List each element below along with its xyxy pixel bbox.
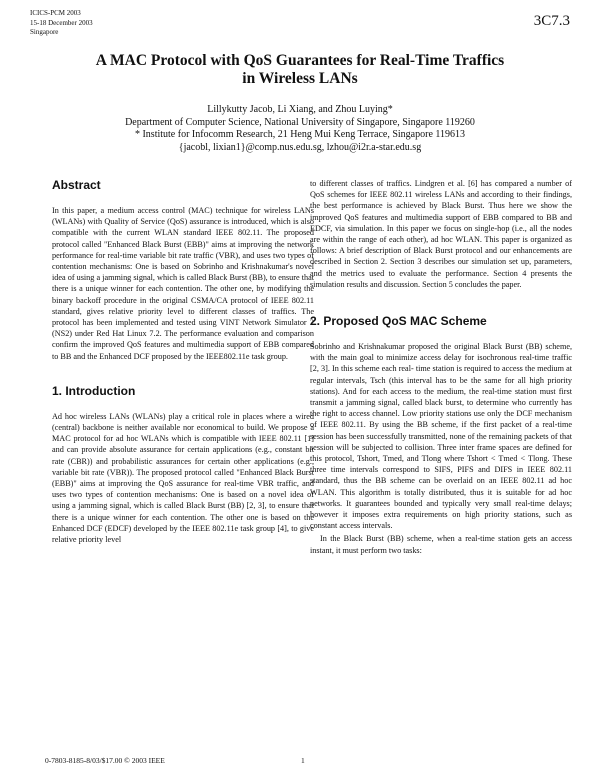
- affiliation-2: * Institute for Infocomm Research, 21 Heng Mui Keng Terrace, Singapore 119613: [134, 129, 466, 141]
- affiliation-1: Department of Computer Science, National University of Singapore, Singapore 119260: [125, 116, 475, 128]
- intro-text: Ad hoc wireless LANs (WLANs) play a critical role in places where a wired (central) backbone is neither available nor economical to build. We propose a MAC protocol for ad hoc WLANs which is compatible with IEEE 802.11 [1] and can provide absolute assurance for certain applications (e.g., constant bit rate (CBR)) and probabilistic assurances for certain other applications (e.g., variable bit rate (VBR)). The proposed protocol called "Enhanced Black Burst (EBB)" aims at improving the QoS assurance for real-time VBR traffic, and uses two types of contention mechanisms: One is based on a novel idea of using a jamming signal, which is called Black Burst (BB) [2, 3], to ensure that there is a unique winner for each contention. The other one is based on the Enhanced DCF (EDCF) developed by the IEEE 802.11e task group [4], to give relative priority level: [52, 411, 314, 545]
- author-names: Lillykutty Jacob, Li Xiang, and Zhou Luying*: [207, 104, 393, 115]
- abstract-text: In this paper, a medium access control (MAC) technique for wireless LANs (WLANs) with Quality of Service (QoS) assurance is introduced, which is also compatible with the current WLAN standard IEEE 802.11. The proposed protocol called "Enhanced Black Burst (EBB)" aims at improving the network performance for real-time variable bit rate traffic (VBR), and uses two types of contention mechanisms: One is based on Sobrinho and Krishnakumar's novel idea of using a jamming signal, which is called Black Burst (BB), to ensure that there is a unique winner for each contention. The other one, by modifying the binary backoff procedure in the original CSMA/CA protocol of IEEE 802.11 standard, gives relative priority level to different classes of traffics. The protocol has been implemented and tested using VINT Network Simulator 2 (NS2) under Red Hat Linux 7.2. The performance evaluation and comparison confirm the improved QoS features and multimedia support of EBB compared to BB and the Enhanced DCF proposed by the IEEE802.11e task group.: [52, 206, 314, 361]
- conference-name: ICICS-PCM 2003: [30, 9, 81, 17]
- section2-text-2: In the Black Burst (BB) scheme, when a real-time station gets an access instant, it must perform two tasks:: [310, 534, 572, 555]
- intro-continued-text: to different classes of traffics. Lindgren et al. [6] has compared a number of QoS schemes for IEEE 802.11 wireless LANs and according to their findings, the best performance is achieved by Black Burst. Thus here we show the improved QoS features and multimedia support of EBB compared to BB and EDCF, via simulation. In this paper we focus on single-hop (i.e., all the nodes are within the range of each other), ad hoc WLAN. This paper is organized as follows: A brief description of Black Burst protocol and our enhancements are described in Section 2. Section 3 describes our simulation set up, parameters, and the metrics used to evaluate the performance. Section 4 presents the simulation results and discussion. Section 5 concludes the paper.: [310, 179, 572, 289]
- footer-isbn: 0-7803-8185-8/03/$17.00 © 2003 IEEE: [45, 756, 165, 765]
- right-column: [310, 178, 572, 556]
- section2-text: Sobrinho and Krishnakumar proposed the original Black Burst (BB) scheme, with the main goal to minimize access delay for isochronous real-time traffic [2, 3]. In this scheme each real- time station is required to access the medium at regular intervals, Tsch (this interval has to be the same for all high priority stations). And for each access to the medium, the real-time station must first transmit a jamming signal, called black burst, to determine who currently has the right to access channel. Low priority stations use only the DCF mechanism of IEEE 802.11. By using the BB scheme, if the first packet of a real-time session has been successfully transmitted, none of the remaining packets of that session will be subjected to collision. Three inter frame spaces are defined for this protocol, Tshort, Tmed, and Tlong where Tshort < Tmed < Tlong. These three time intervals correspond to SIFS, PIFS and DIFS in IEEE 802.11 standard, thus the BB scheme can be overlaid on an IEEE 802.11 ad hoc WLAN. This algorithm is totally distributed, thus it is suitable for ad hoc networks. It guarantees bounded and typically very small real-time delays; however it imposes extra requirements on high priority stations, such as constant access intervals.: [310, 342, 572, 531]
- conference-info: [30, 9, 93, 38]
- abstract-heading: Abstract: [52, 178, 101, 192]
- author-block: [0, 104, 600, 154]
- author-emails: {jacobl, lixian1}@comp.nus.edu.sg, lzhou@i2r.a-star.edu.sg: [178, 141, 422, 153]
- paper-code: 3C7.3: [533, 13, 570, 29]
- intro-heading: 1. Introduction: [52, 383, 136, 398]
- conference-location: Singapore: [30, 28, 59, 36]
- left-column: [52, 178, 314, 545]
- title-line-1: A MAC Protocol with QoS Guarantees for Real-Time Traffics: [95, 52, 505, 69]
- paper-title: [0, 52, 600, 88]
- title-line-2: in Wireless LANs: [242, 70, 358, 87]
- section2-heading: 2. Proposed QoS MAC Scheme: [310, 314, 487, 329]
- page-number: 1: [301, 756, 305, 765]
- conference-date: 15-18 December 2003: [30, 18, 93, 27]
